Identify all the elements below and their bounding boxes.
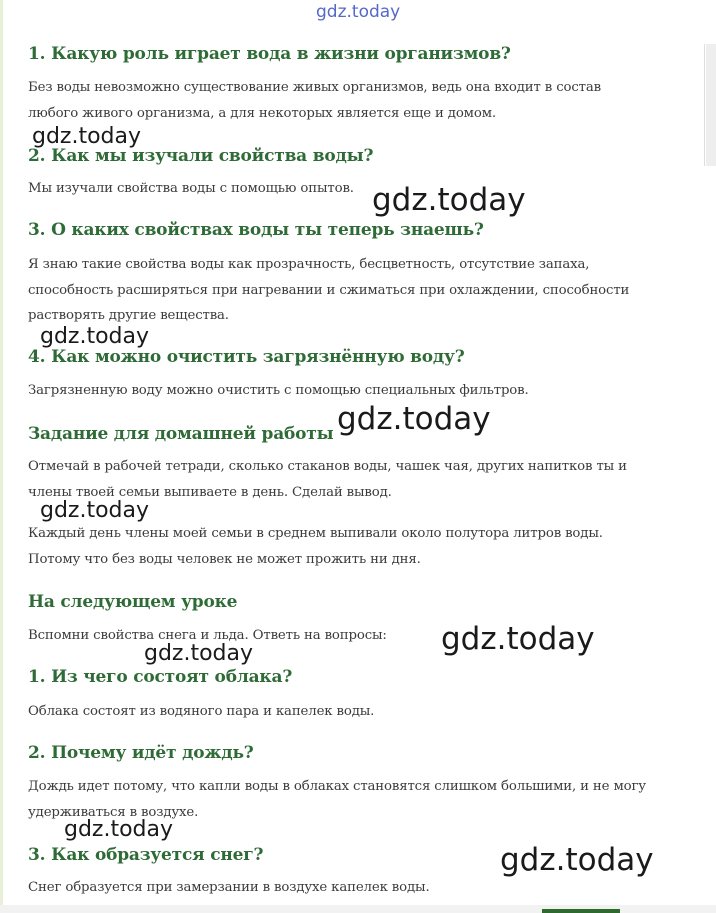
- section-heading: 3. Как образуется снег?: [28, 845, 264, 865]
- watermark: gdz.today: [40, 324, 150, 349]
- watermark: gdz.today: [372, 182, 526, 218]
- answer-line: Без воды невозможно существование живых организмов, ведь она входит в состав: [28, 80, 601, 95]
- watermark: gdz.today: [32, 124, 142, 149]
- answer-line: Вспомни свойства снега и льда. Ответь на вопросы:: [28, 628, 387, 643]
- answer-line: Отмечай в рабочей тетради, сколько стаканов воды, чашек чая, других напитков ты и: [28, 459, 627, 474]
- section-heading: 3. О каких свойствах воды ты теперь знаешь?: [28, 220, 484, 240]
- answer-line: Потому что без воды человек не может прожить ни дня.: [28, 552, 421, 567]
- answer-line: удерживаться в воздухе.: [28, 805, 199, 820]
- watermark: gdz.today: [64, 817, 174, 842]
- right-edge-line: [704, 44, 705, 166]
- answer-line: Дождь идет потому, что капли воды в облаках становятся слишком большими, и не могу: [28, 779, 646, 794]
- answer-line: растворять другие вещества.: [28, 308, 229, 323]
- bottom-accent-bar: [542, 909, 620, 913]
- section-heading: Задание для домашней работы: [28, 424, 334, 444]
- answer-line: Загрязненную воду можно очистить с помощью специальных фильтров.: [28, 383, 529, 398]
- watermark: gdz.today: [441, 621, 595, 657]
- answer-line: Я знаю такие свойства воды как прозрачность, бесцветность, отсутствие запаха,: [28, 257, 590, 272]
- watermark: gdz.today: [337, 401, 491, 437]
- answer-line: члены твоей семьи выпиваете в день. Сделай вывод.: [28, 485, 392, 500]
- header-watermark: gdz.today: [316, 2, 401, 22]
- answer-line: любого живого организма, а для некоторых является еще и домом.: [28, 106, 496, 121]
- answer-line: способность расширяться при нагревании и сжиматься при охлаждении, способности: [28, 283, 630, 298]
- section-heading: 1. Из чего состоят облака?: [28, 667, 293, 687]
- answer-line: Каждый день члены моей семьи в среднем выпивали около полутора литров воды.: [28, 526, 603, 541]
- answer-line: Снег образуется при замерзании в воздухе капелек воды.: [28, 880, 430, 895]
- scrollbar[interactable]: [706, 44, 716, 166]
- answer-line: Мы изучали свойства воды с помощью опытов.: [28, 181, 354, 196]
- section-heading: 1. Какую роль играет вода в жизни организмов?: [28, 44, 511, 64]
- section-heading: 2. Почему идёт дождь?: [28, 743, 254, 763]
- section-heading: На следующем уроке: [28, 592, 238, 612]
- watermark: gdz.today: [40, 498, 150, 523]
- watermark: gdz.today: [144, 641, 254, 666]
- section-heading: 2. Как мы изучали свойства воды?: [28, 146, 374, 166]
- left-margin-rule: [0, 0, 3, 913]
- watermark: gdz.today: [500, 842, 654, 878]
- section-heading: 4. Как можно очистить загрязнённую воду?: [28, 347, 465, 367]
- answer-line: Облака состоят из водяного пара и капелек воды.: [28, 704, 375, 719]
